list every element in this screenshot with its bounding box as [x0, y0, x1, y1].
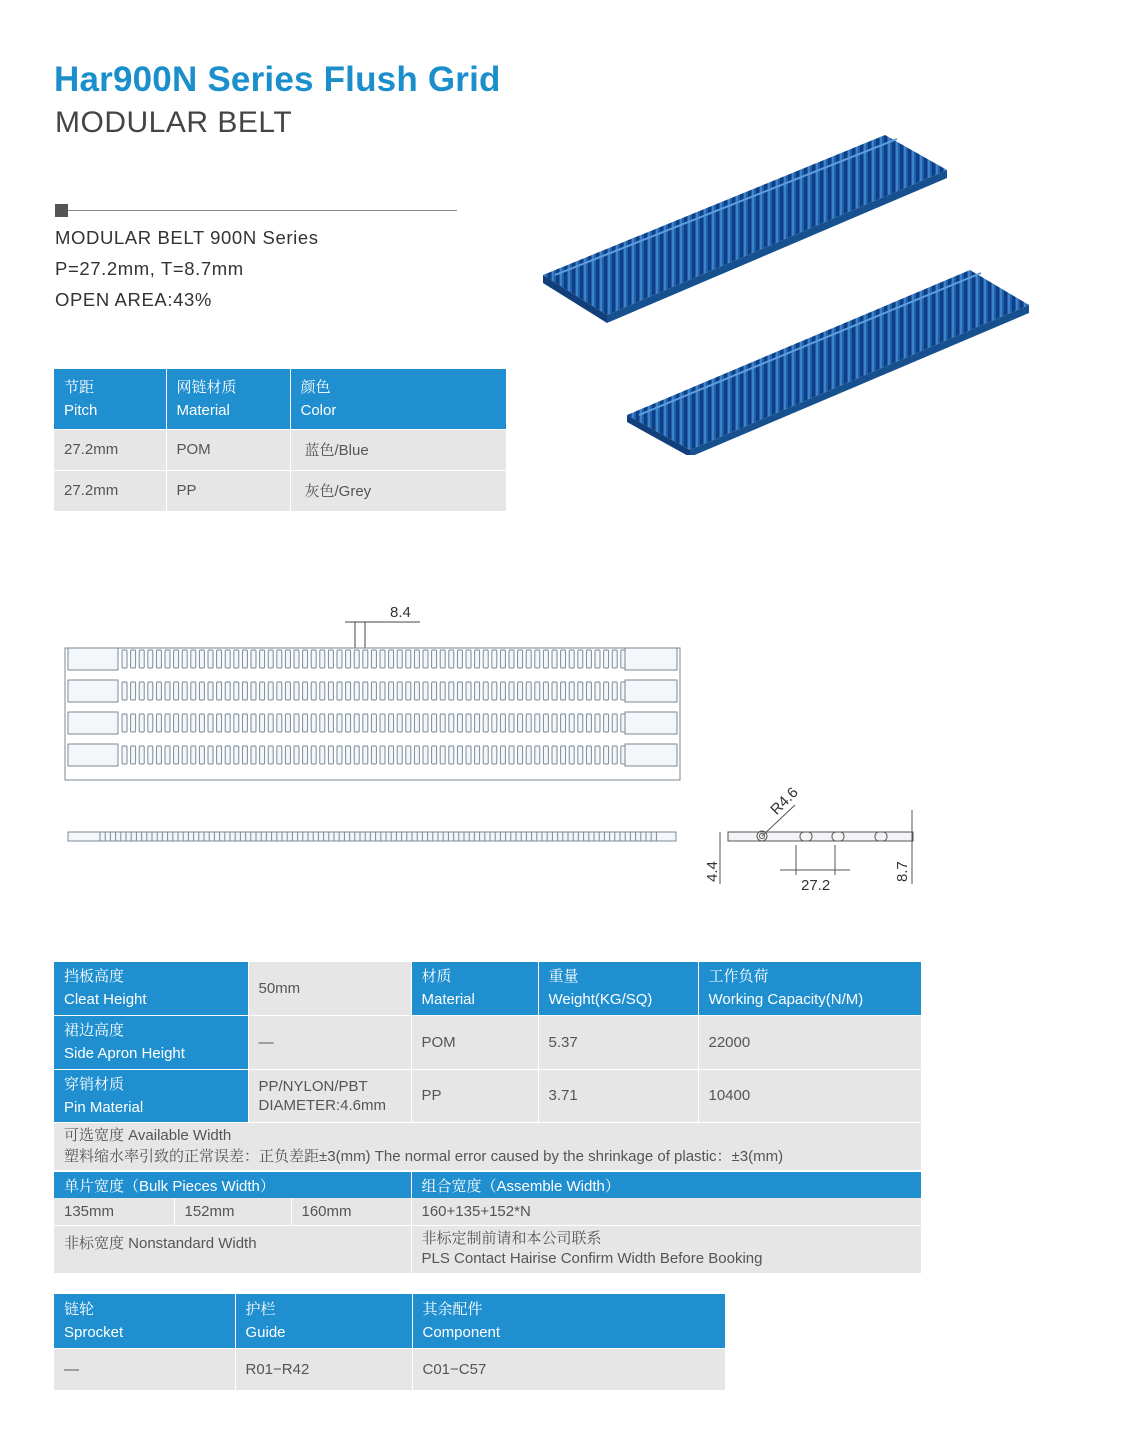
material-header: 材质 Material — [411, 962, 538, 1015]
pin-material-value: PP/NYLON/PBT DIAMETER:4.6mm — [248, 1069, 411, 1122]
table-header-row — [54, 369, 506, 429]
table-row — [54, 1198, 921, 1225]
material-cell: POM — [411, 1015, 538, 1069]
width-cell: 152mm — [174, 1198, 291, 1225]
belt-module-top — [543, 135, 947, 323]
cleat-height-label: 挡板高度 Cleat Height — [54, 962, 248, 1015]
bulk-width-header: 单片宽度（Bulk Pieces Width） — [54, 1172, 411, 1198]
capacity-cell: 10400 — [698, 1069, 921, 1122]
capacity-header: 工作负荷 Working Capacity(N/M) — [698, 962, 921, 1015]
capacity-cell: 22000 — [698, 1015, 921, 1069]
apron-height-value: — — [248, 1015, 411, 1069]
cleat-height-value: 50mm — [248, 962, 411, 1015]
spec-series: MODULAR BELT 900N Series — [55, 227, 319, 248]
table-row — [54, 1015, 921, 1069]
sprocket-header: 链轮 Sprocket — [54, 1294, 235, 1348]
table-header-row — [54, 1294, 725, 1348]
dim-rib-width: 8.4 — [390, 604, 411, 621]
table-row — [54, 1225, 921, 1273]
table-row — [54, 962, 921, 1015]
top-view-grid — [65, 648, 680, 780]
spec-pitch-thickness: P=27.2mm, T=8.7mm — [55, 258, 244, 279]
pitch-cell: 27.2mm — [54, 429, 166, 470]
table-row — [54, 470, 506, 511]
color-header: 颜色 Color — [290, 369, 506, 429]
spec-open-area: OPEN AREA:43% — [55, 289, 212, 310]
contact-note: 非标定制前请和本公司联系 PLS Contact Hairise Confirm Width Before Booking — [411, 1225, 921, 1273]
table-row — [54, 1122, 921, 1170]
sprocket-cell: — — [54, 1348, 235, 1390]
table-row — [54, 1172, 921, 1198]
component-cell: C01−C57 — [412, 1348, 725, 1390]
pitch-material-table — [54, 369, 506, 511]
dim-radius: R4.6 — [767, 784, 802, 819]
material-cell: PP — [166, 470, 290, 511]
color-cell: 蓝色/Blue — [290, 429, 506, 470]
section-marker — [55, 204, 68, 217]
assemble-width-value: 160+135+152*N — [411, 1198, 921, 1225]
side-view-strip — [68, 832, 676, 841]
weight-header: 重量 Weight(KG/SQ) — [538, 962, 698, 1015]
component-header: 其余配件 Component — [412, 1294, 725, 1348]
table-row — [54, 429, 506, 470]
table-row — [54, 1348, 725, 1390]
section-divider — [68, 210, 457, 211]
material-header: 网链材质 Material — [166, 369, 290, 429]
weight-cell: 5.37 — [538, 1015, 698, 1069]
dim-pitch: 27.2 — [801, 877, 831, 894]
material-cell: PP — [411, 1069, 538, 1122]
belt-module-bottom — [627, 270, 1029, 455]
material-cell: POM — [166, 429, 290, 470]
nonstandard-width-label: 非标宽度 Nonstandard Width — [54, 1225, 411, 1273]
pitch-cell: 27.2mm — [54, 470, 166, 511]
available-width-note: 可选宽度 Available Width 塑料缩水率引致的正常误差：正负差距±3(mm) The normal error caused by the shrinkage of plastic：±3(mm) — [54, 1122, 921, 1170]
belt-spec-table — [54, 962, 921, 1170]
side-detail-drawing — [700, 780, 940, 900]
apron-height-label: 裙边高度 Side Apron Height — [54, 1015, 248, 1069]
belt-technical-drawing — [60, 600, 690, 850]
assemble-width-header: 组合宽度（Assemble Width） — [411, 1172, 921, 1198]
width-table — [54, 1172, 921, 1273]
color-cell: 灰色/Grey — [290, 470, 506, 511]
guide-cell: R01−R42 — [235, 1348, 412, 1390]
width-cell: 135mm — [54, 1198, 174, 1225]
page-title: Har900N Series Flush Grid — [54, 60, 501, 99]
guide-header: 护栏 Guide — [235, 1294, 412, 1348]
dim-height-left: 4.4 — [704, 861, 721, 882]
dim-height-right: 8.7 — [894, 861, 911, 882]
pin-material-label: 穿销材质 Pin Material — [54, 1069, 248, 1122]
belt-product-image — [535, 125, 1035, 455]
table-row — [54, 1069, 921, 1122]
page-subtitle: MODULAR BELT — [55, 106, 293, 139]
weight-cell: 3.71 — [538, 1069, 698, 1122]
width-cell: 160mm — [291, 1198, 411, 1225]
pitch-header: 节距 Pitch — [54, 369, 166, 429]
accessory-table — [54, 1294, 725, 1390]
